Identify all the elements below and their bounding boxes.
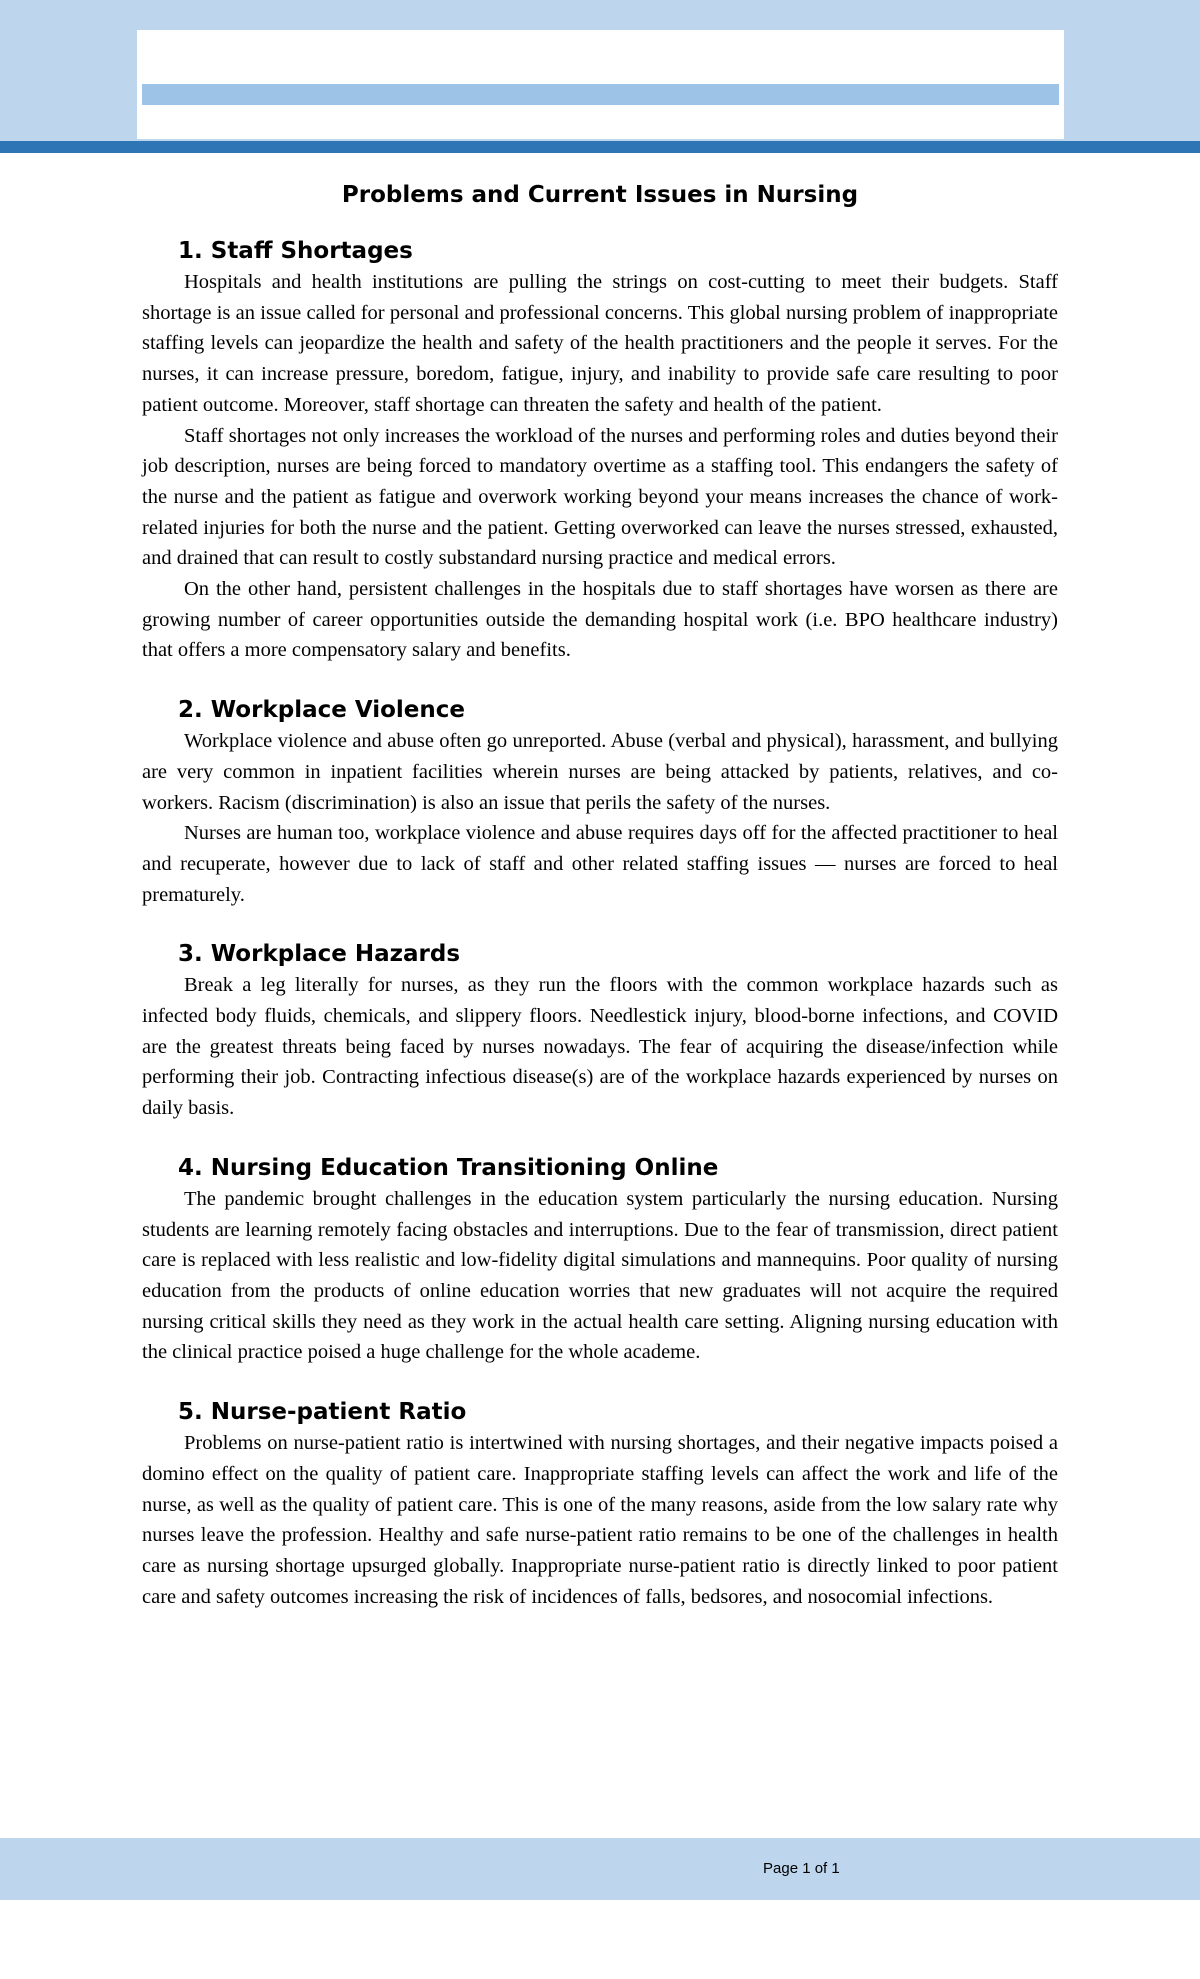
section-staff-shortages: [142, 235, 1058, 666]
paragraph: Problems on nurse-patient ratio is intertwined with nursing shortages, and their negative impacts poised a domino effect on the quality of patient care. Inappropriate staffing levels can affect the work and life of the nurse, as well as the quality of patient care. This is one of the many reasons, aside from the low salary rate why nurses leave the profession. Healthy and safe nurse-patient ratio remains to be one of the challenges in health care as nursing shortage upsurged globally. Inappropriate nurse-patient ratio is directly linked to poor patient care and safety outcomes increasing the risk of incidences of falls, bedsores, and nosocomial infections.: [142, 1432, 1058, 1608]
section-workplace-hazards: [142, 938, 1058, 1124]
paragraph: Nurses are human too, workplace violence and abuse requires days off for the affected practitioner to heal and recuperate, however due to lack of staff and other related staffing issues — nurses are forced to heal prematurely.: [142, 822, 1058, 906]
paragraph: Workplace violence and abuse often go unreported. Abuse (verbal and physical), harassment, and bullying are very common in inpatient facilities wherein nurses are being attacked by patients, relatives, and co-workers. Racism (discrimination) is also an issue that perils the safety of the nurses.: [142, 730, 1058, 814]
section-heading: 1. Staff Shortages: [178, 238, 413, 264]
header-accent-bar: [142, 84, 1059, 105]
page-title: Problems and Current Issues in Nursing: [341, 182, 859, 208]
paragraph: Hospitals and health institutions are pulling the strings on cost-cutting to meet their budgets. Staff shortage is an issue called for personal and professional concerns. This global nursing problem of inappropriate staffing levels can jeopardize the health and safety of the health practitioners and the people it serves. For the nurses, it can increase pressure, boredom, fatigue, injury, and inability to provide safe care resulting to poor patient outcome. Moreover, staff shortage can threaten the safety and health of the patient.: [142, 271, 1058, 416]
footer-band: [0, 1838, 1200, 1900]
paragraph: Staff shortages not only increases the workload of the nurses and performing roles and duties beyond their job description, nurses are being forced to mandatory overtime as a staffing tool. This endangers the safety of the nurse and the patient as fatigue and overwork working beyond your means increases the chance of work-related injuries for both the nurse and the patient. Getting overworked can leave the nurses stressed, exhausted, and drained that can result to costly substandard nursing practice and medical errors.: [142, 424, 1058, 570]
section-nurse-patient-ratio: [142, 1396, 1058, 1612]
paragraph: Break a leg literally for nurses, as they run the floors with the common workplace hazards such as infected body fluids, chemicals, and slippery floors. Needlestick injury, blood-borne infections, and COVID are the greatest threats being faced by nurses nowadays. The fear of acquiring the disease/infection while performing their job. Contracting infectious disease(s) are of the workplace hazards experienced by nurses on daily basis.: [142, 974, 1058, 1120]
section-heading: 5. Nurse-patient Ratio: [178, 1399, 467, 1426]
document-body: [142, 178, 1058, 1640]
header-rule: [0, 141, 1200, 153]
page-number: Page 1 of 1: [763, 1860, 840, 1877]
section-heading: 2. Workplace Violence: [178, 697, 466, 724]
section-workplace-violence: [142, 694, 1058, 910]
section-nursing-education-online: [142, 1152, 1058, 1368]
paragraph: The pandemic brought challenges in the education system particularly the nursing education. Nursing students are learning remotely facing obstacles and interruptions. Due to the fear of transmission, direct patient care is replaced with less realistic and low-fidelity digital simulations and mannequins. Poor quality of nursing education from the products of online education worries that new graduates will not acquire the required nursing critical skills they need as they work in the actual health care setting. Aligning nursing education with the clinical practice poised a huge challenge for the whole academe.: [142, 1187, 1058, 1364]
section-heading: 3. Workplace Hazards: [178, 941, 461, 968]
paragraph: On the other hand, persistent challenges in the hospitals due to staff shortages have worsen as there are growing number of career opportunities outside the demanding hospital work (i.e. BPO healthcare industry) that offers a more compensatory salary and benefits.: [142, 578, 1058, 662]
section-heading: 4. Nursing Education Transitioning Online: [178, 1154, 719, 1181]
